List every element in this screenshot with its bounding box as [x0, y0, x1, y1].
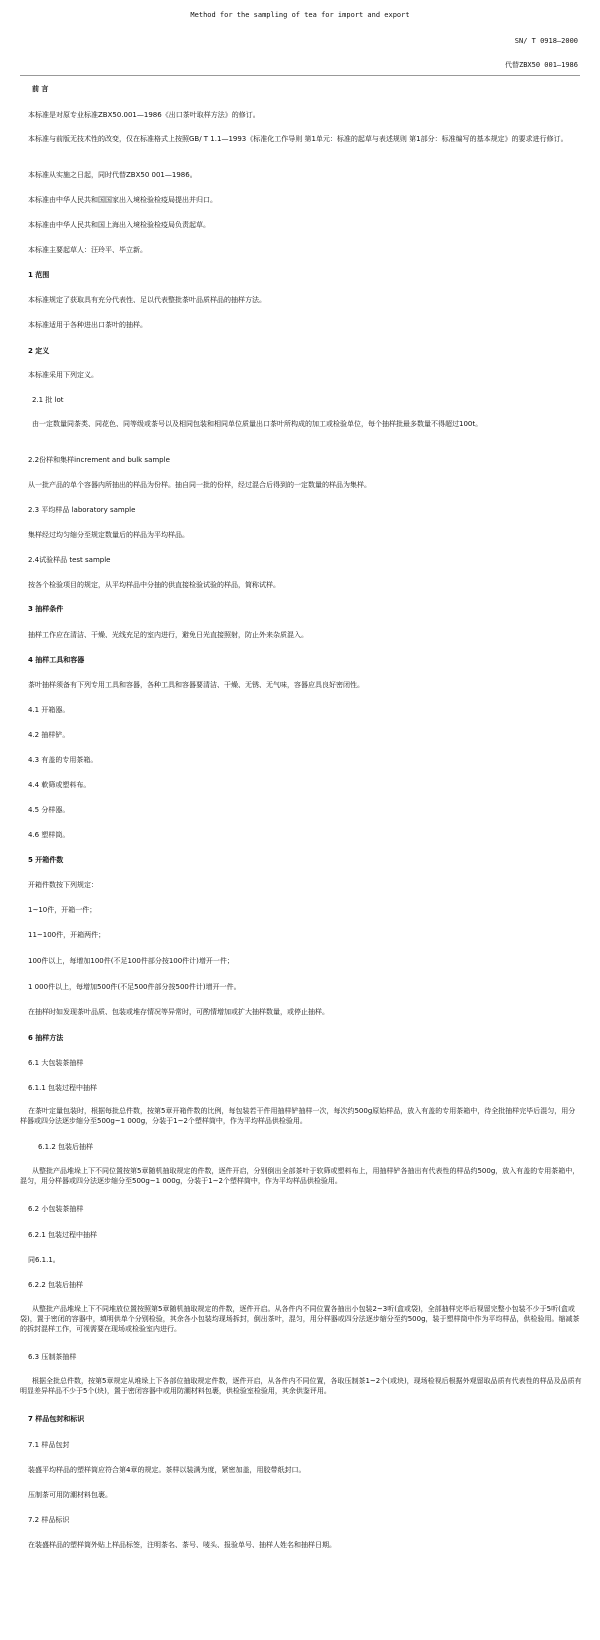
paragraph: 在茶叶定量包装时，根据每批总件数，按第5章开箱件数的比例，每包装若干件用抽样铲抽样一次，每次约500g原始样品，放入有盖的专用茶箱中，待全批抽样完毕后混匀，用分样器或四分法逐步缩分至500g~1 000g，分装于1~2个塑样筒中，作为平均样品供检验用。 [20, 1107, 576, 1125]
foreword-paragraph: 本标准主要起草人：汪玲平、毕立新。 [28, 246, 147, 254]
list-item: 4.1 开箱器。 [28, 706, 70, 714]
section-heading: 6 抽样方法 [28, 1034, 64, 1042]
document-title: Method for the sampling of tea for import and export [190, 11, 410, 19]
subsection-heading: 2.2份样和集样increment and bulk sample [28, 456, 170, 464]
paragraph: 同6.1.1。 [28, 1256, 60, 1264]
paragraph: 抽样工作应在清洁、干燥、光线充足的室内进行，避免日光直接照射，防止外来杂质混入。 [28, 631, 308, 639]
paragraph: 本标准适用于各种进出口茶叶的抽样。 [28, 321, 147, 329]
paragraph: 本标准规定了获取具有充分代表性、足以代表整批茶叶品质样品的抽样方法。 [28, 296, 266, 304]
paragraph: 根据全批总件数，按第5章规定从堆垛上下各部位抽取规定件数，逐件开启，从各件内不同位置，各取压制茶1~2个(或块)，现场检视后根据外观留取品质有代表性的样品及品质有明显差异样品不少于5个(块)，置于密闭容器中或用防潮材料包裹，供检验室检验用，其余供鉴评用。 [20, 1377, 582, 1395]
section-heading: 2 定义 [28, 347, 50, 355]
subsection-heading: 6.2.1 包装过程中抽样 [28, 1231, 98, 1239]
list-item: 4.3 有盖的专用茶箱。 [28, 756, 98, 764]
paragraph: 集样经过均匀缩分至规定数量后的样品为平均样品。 [28, 531, 189, 539]
foreword-paragraph: 本标准由中华人民共和国上海出入境检验检疫局负责起草。 [28, 221, 210, 229]
list-item: 100件以上，每增加100件(不足100件部分按100件计)增开一件； [28, 957, 234, 965]
foreword-paragraph: 本标准与前版无技术性的改变，仅在标准格式上按照GB/ T 1.1—1993《标准化工作导则 第1单元：标准的起草与表述规则 第1部分：标准编写的基本规定》的要求进行修订。 [28, 135, 568, 143]
list-item: 4.5 分样器。 [28, 806, 70, 814]
list-item: 4.2 抽样铲。 [28, 731, 70, 739]
paragraph: 装盛平均样品的塑样筒应符合第4章的规定。茶样以装满为度，紧密加盖，用胶带纸封口。 [28, 1466, 306, 1474]
paragraph: 从整批产品堆垛上下不同堆放位置按照第5章随机抽取规定的件数，逐件开启。从各件内不同位置各抽出小包装2~3听(盒或袋)，全部抽样完毕后视留完整小包装不少于5听(盒或袋)，置于密闭的容器中，填明供单个分别检验，其余各小包装均现场拆封，倒出茶叶，混匀，用分样器或四分法逐步缩分至约500g，装于塑样筒中作为平均样品，供检验用。缩减茶的拆封混样工作，可视需要在现场或检验室内进行。 [20, 1305, 580, 1333]
subsection-heading: 6.1.2 包装后抽样 [38, 1143, 94, 1151]
section-heading: 1 范围 [28, 271, 50, 279]
subsection-heading: 2.1 批 lot [32, 396, 64, 404]
paragraph: 开箱件数按下列规定： [28, 881, 98, 889]
paragraph: 从整批产品堆垛上下不同位置按第5章随机抽取规定的件数，逐件开启，分别倒出全部茶叶于软筛或塑料布上，用抽样铲各抽出有代表性的样品约500g，放入有盖的专用茶箱中，混匀，用分样器或四分法逐步缩分至500g~1 000g，分装于1~2个塑样筒中，作为平均样品供检验用。 [20, 1167, 580, 1185]
subsection-heading: 2.3 平均样品 laboratory sample [28, 506, 136, 514]
list-item: 1~10件，开箱一件； [28, 906, 97, 914]
replaces-note: 代替ZBX50 001—1986 [504, 61, 578, 69]
list-item: 4.4 軟筛或塑料布。 [28, 781, 91, 789]
subsection-heading: 2.4试验样品 test sample [28, 556, 111, 564]
paragraph: 按各个检验项目的规定，从平均样品中分抽的供直接检验试验的样品，简称试样。 [28, 581, 280, 589]
paragraph: 由一定数量同茶类、同花色、同等级或茶号以及相同包装和相同单位质量出口茶叶所构成的加工或检验单位，每个抽样批最多数量不得超过100t。 [32, 420, 483, 428]
subsection-heading: 6.3 压制茶抽样 [28, 1353, 77, 1361]
paragraph: 在装盛样品的塑样筒外贴上样品标签，注明茶名、茶号、唛头、报验单号、抽样人姓名和抽样日期。 [28, 1541, 336, 1549]
header-divider [20, 75, 580, 76]
paragraph: 茶叶抽样须备有下列专用工具和容器，各种工具和容器要清洁、干燥、无锈、无气味，容器应具良好密闭性。 [28, 681, 364, 689]
subsection-heading: 7.1 样品包封 [28, 1441, 70, 1449]
section-heading: 7 样品包封和标识 [28, 1415, 85, 1423]
subsection-heading: 6.2 小包装茶抽样 [28, 1205, 84, 1213]
foreword-paragraph: 本标准是对原专业标准ZBX50.001—1986《出口茶叶取样方法》的修订。 [28, 111, 260, 119]
paragraph: 从一批产品的单个容器内所抽出的样品为份样。抽自同一批的份样，经过混合后得到的一定数量的样品为集样。 [28, 481, 371, 489]
subsection-heading: 6.1.1 包装过程中抽样 [28, 1084, 98, 1092]
list-item: 4.6 塑样筒。 [28, 831, 70, 839]
section-heading: 5 开箱件数 [28, 856, 64, 864]
foreword-paragraph: 本标准从实施之日起，同时代替ZBX50 001—1986。 [28, 171, 197, 179]
section-heading: 4 抽样工具和容器 [28, 656, 85, 664]
standard-code: SN/ T 0918—2000 [514, 37, 578, 45]
subsection-heading: 6.1 大包装茶抽样 [28, 1059, 84, 1067]
foreword-paragraph: 本标准由中华人民共和国国家出入境检验检疫局提出并归口。 [28, 196, 217, 204]
list-item: 1 000件以上，每增加500件(不足500件部分按500件计)增开一件。 [28, 983, 241, 991]
section-heading: 3 抽样条件 [28, 605, 64, 613]
paragraph: 本标准采用下列定义。 [28, 371, 98, 379]
paragraph: 压制茶可用防潮材料包裹。 [28, 1491, 112, 1499]
subsection-heading: 7.2 样品标识 [28, 1516, 70, 1524]
paragraph: 在抽样时如发现茶叶品质、包装或堆存情况等异常时，可酌情增加或扩大抽样数量，或停止抽样。 [28, 1008, 329, 1016]
subsection-heading: 6.2.2 包装后抽样 [28, 1281, 84, 1289]
foreword-heading: 前 言 [32, 85, 49, 93]
list-item: 11~100件，开箱两件； [28, 931, 106, 939]
